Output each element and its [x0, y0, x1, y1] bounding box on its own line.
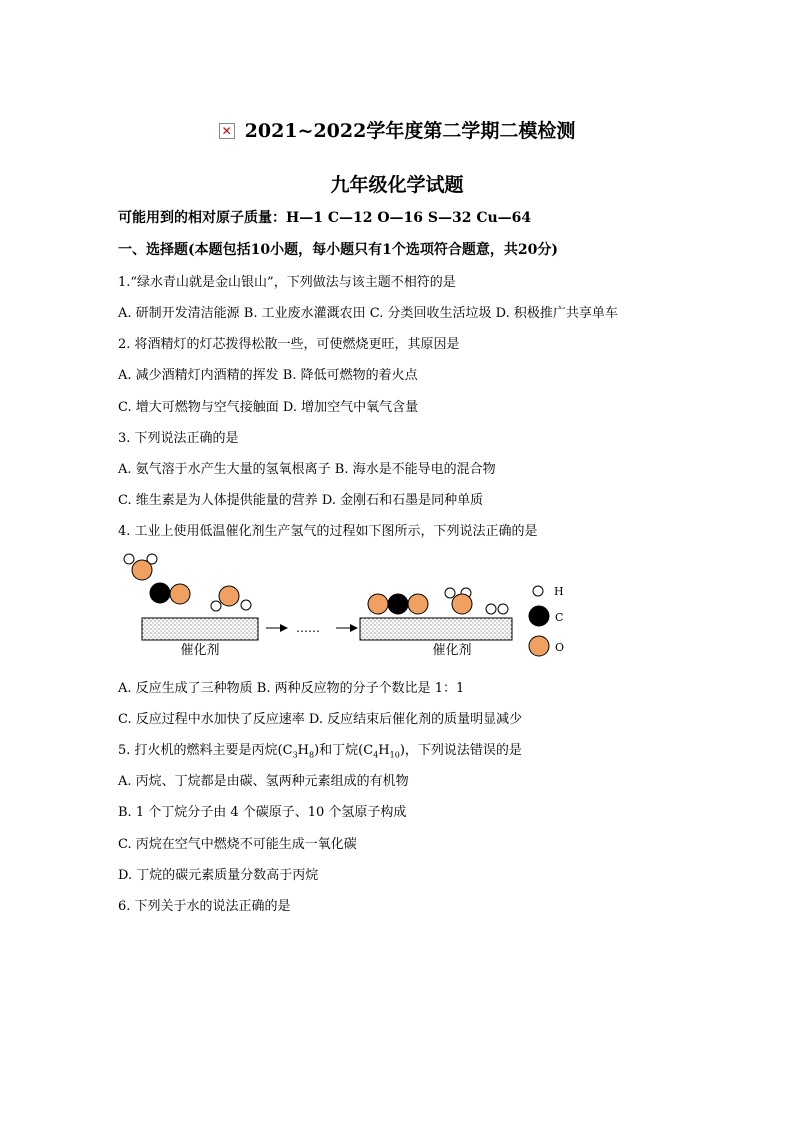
exam-title: 2021~2022学年度第二学期二模检测 [244, 120, 576, 142]
water-molecule-top-left [124, 554, 157, 580]
legend-o [529, 636, 564, 656]
catalyst-label-right: 催化剂 [432, 643, 472, 658]
q5-option-d: D. 丁烷的碳元素质量分数高于丙烷 [118, 868, 319, 883]
q5-option-a: A. 丙烷、丁烷都是由碳、氢两种元素组成的有机物 [118, 774, 409, 789]
q4-stem: 4. 工业上使用低温催化剂生产氢气的过程如下图所示，下列说法正确的是 [118, 524, 538, 539]
q2-options-ab: A. 减少酒精灯内酒精的挥发 B. 降低可燃物的着火点 [118, 368, 418, 383]
q2-stem: 2. 将酒精灯的灯芯拨得松散一些，可使燃烧更旺，其原因是 [118, 337, 460, 352]
arrow-icon [266, 624, 288, 632]
arrow-icon [336, 624, 358, 632]
q3-stem: 3. 下列说法正确的是 [118, 431, 239, 446]
q5-option-c: C. 丙烷在空气中燃烧不可能生成一氧化碳 [118, 837, 357, 852]
catalyst-block-right [360, 618, 512, 640]
section-heading: 一、选择题(本题包括10小题，每小题只有1个选项符合题意，共20分) [118, 242, 558, 258]
atomic-mass-line: 可能用到的相对原子质量：H—1 C—12 O—16 S—32 Cu—64 [118, 210, 532, 226]
broken-image-icon: ✕ [219, 123, 235, 139]
q4-options-cd: C. 反应过程中水加快了反应速率 D. 反应结束后催化剂的质量明显减少 [118, 712, 523, 727]
q6-stem: 6. 下列关于水的说法正确的是 [118, 899, 291, 914]
q1-options: A. 研制开发清洁能源 B. 工业废水灌溉农田 C. 分类回收生活垃圾 D. 积极推广共享单车 [118, 306, 618, 321]
catalyst-reaction-diagram [118, 548, 578, 663]
svg-text:O: O [555, 641, 565, 654]
oh-group-right [445, 588, 472, 614]
water-molecule-on-catalyst [211, 586, 251, 611]
catalyst-label-left: 催化剂 [180, 643, 220, 658]
q5-stem: 5. 打火机的燃料主要是丙烷$(C_3H_8)$和丁烷$(C_4H_{10})$，下列说法错误的是 [118, 743, 522, 760]
q3-options-ab: A. 氨气溶于水产生大量的氢氧根离子 B. 海水是不能导电的混合物 [118, 462, 496, 477]
q1-stem: 1.“绿水青山就是金山银山”，下列做法与该主题不相符的是 [118, 275, 456, 290]
co-molecule-left [150, 583, 190, 604]
svg-text:C: C [555, 611, 564, 624]
legend-c [529, 606, 563, 626]
q5-option-b: B. 1 个丁烷分子由 4 个碳原子、10 个氢原子构成 [118, 805, 407, 820]
exam-title-row [0, 116, 794, 143]
co2-molecule-right [368, 594, 428, 614]
q2-options-cd: C. 增大可燃物与空气接触面 D. 增加空气中氧气含量 [118, 400, 419, 415]
legend-h [533, 585, 564, 598]
svg-text:H: H [554, 585, 564, 598]
h2-molecule-right [486, 604, 508, 614]
exam-subtitle: 九年级化学试题 [330, 174, 464, 196]
q3-options-cd: C. 维生素是为人体提供能量的营养 D. 金刚石和石墨是同种单质 [118, 493, 484, 508]
ellipsis: …… [296, 621, 320, 635]
q4-options-ab: A. 反应生成了三种物质 B. 两种反应物的分子个数比是 1：1 [118, 681, 465, 696]
catalyst-block-left [142, 618, 258, 640]
